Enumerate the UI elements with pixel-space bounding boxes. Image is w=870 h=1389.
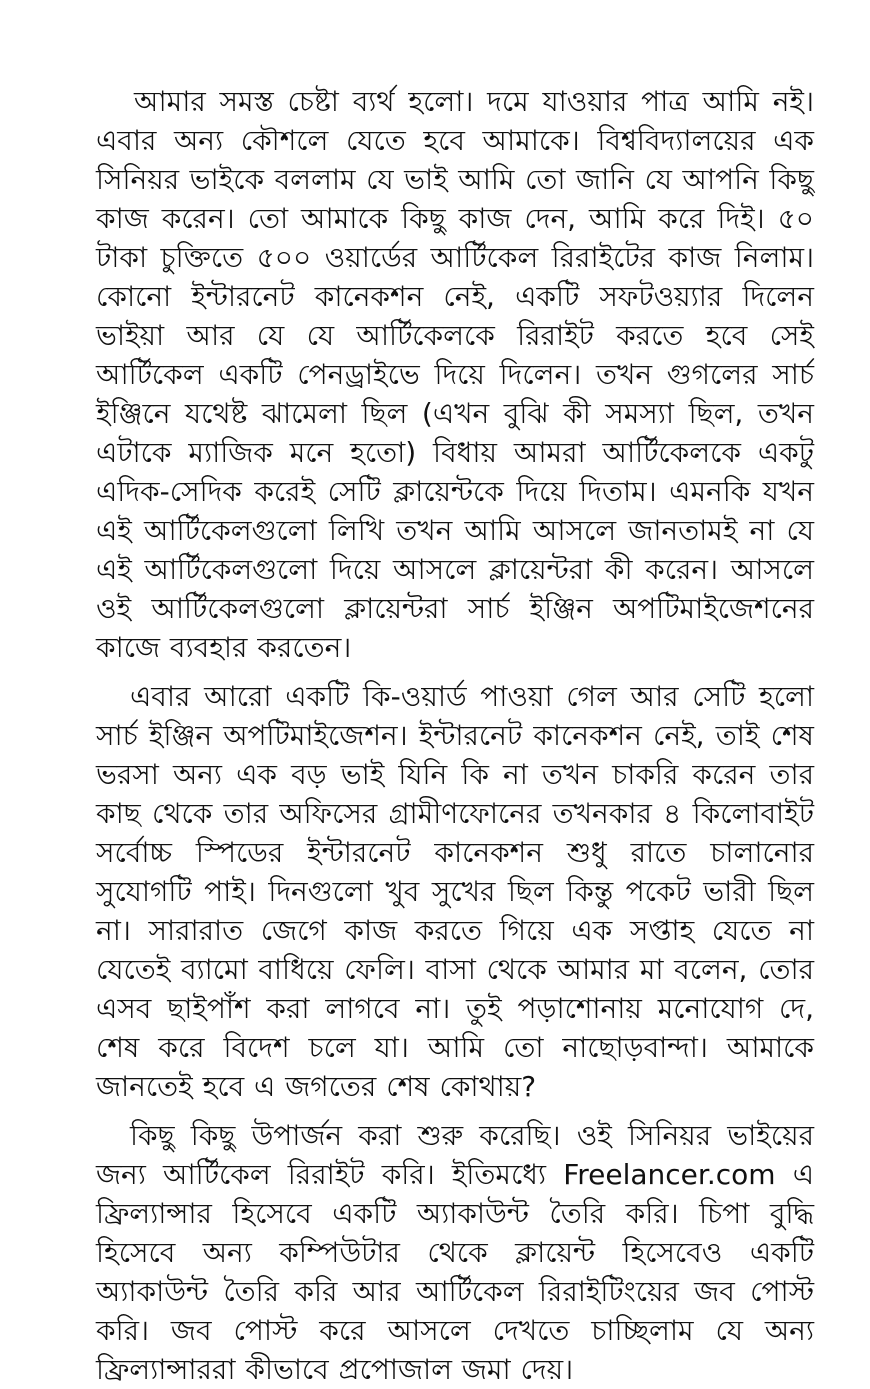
paragraph-3: কিছু কিছু উপার্জন করা শুরু করেছি। ওই সিনিয়র ভাইয়ের জন্য আর্টিকেল রিরাইট করি। ইতিমধ্যে Freelancer.com এ ফ্রিল্যান্সার হিসেবে একটি অ্যাকাউন্ট তৈরি করি। চিপা বুদ্ধি হিসেবে অন্য কম্পিউটার থেকে ক্লায়েন্ট হিসেবেও একটি অ্যাকাউন্ট তৈরি করি আর আর্টিকেল রিরাইটিংয়ের জব পোস্ট করি। জব পোস্ট করে আসলে দেখতে চাচ্ছিলাম যে অন্য ফ্রিল্যান্সাররা কীভাবে প্রপোজাল জমা দেয়। (96, 1119, 814, 1386)
paragraph-2: এবার আরো একটি কি-ওয়ার্ড পাওয়া গেল আর সেটি হলো সার্চ ইঞ্জিন অপটিমাইজেশন। ইন্টারনেট কানেকশন নেই, তাই শেষ ভরসা অন্য এক বড় ভাই যিনি কি না তখন চাকরি করেন তার কাছ থেকে তার অফিসের গ্রামীণফোনের তখনকার ৪ কিলোবাইট সর্বোচ্চ স্পিডের ইন্টারনেট কানেকশন শুধু রাতে চালানোর সুযোগটি পাই। দিনগুলো খুব সুখের ছিল কিন্তু পকেট ভারী ছিল না। সারারাত জেগে কাজ করতে গিয়ে এক সপ্তাহ যেতে না যেতেই ব্যামো বাধিয়ে ফেলি। বাসা থেকে আমার মা বলেন, তোর এসব ছাইপাঁশ করা লাগবে না। তুই পড়াশোনায় মনোযোগ দে, শেষ করে বিদেশ চলে যা। আমি তো নাছোড়বান্দা। আমাকে জানতেই হবে এ জগতের শেষ কোথায়? (96, 680, 814, 1103)
paragraph-1: আমার সমস্ত চেষ্টা ব্যর্থ হলো। দমে যাওয়ার পাত্র আমি নই। এবার অন্য কৌশলে যেতে হবে আমাকে। বিশ্ববিদ্যালয়ের এক সিনিয়র ভাইকে বললাম যে ভাই আমি তো জানি যে আপনি কিছু কাজ করেন। তো আমাকে কিছু কাজ দেন, আমি করে দিই। ৫০ টাকা চুক্তিতে ৫০০ ওয়ার্ডের আর্টিকেল রিরাইটের কাজ নিলাম। কোনো ইন্টারনেট কানেকশন নেই, একটি সফটওয়্যার দিলেন ভাইয়া আর যে যে আর্টিকেলকে রিরাইট করতে হবে সেই আর্টিকেল একটি পেনড্রাইভে দিয়ে দিলেন। তখন গুগলের সার্চ ইঞ্জিনে যথেষ্ট ঝামেলা ছিল (এখন বুঝি কী সমস্যা ছিল, তখন এটাকে ম্যাজিক মনে হতো) বিধায় আমরা আর্টিকেলকে একটু এদিক-সেদিক করেই সেটি ক্লায়েন্টকে দিয়ে দিতাম। এমনকি যখন এই আর্টিকেলগুলো লিখি তখন আমি আসলে জানতামই না যে এই আর্টিকেলগুলো দিয়ে আসলে ক্লায়েন্টরা কী করেন। আসলে ওই আর্টিকেলগুলো ক্লায়েন্টরা সার্চ ইঞ্জিন অপটিমাইজেশনের কাজে ব্যবহার করতেন। (96, 85, 814, 664)
page-body-text (96, 82, 814, 1386)
